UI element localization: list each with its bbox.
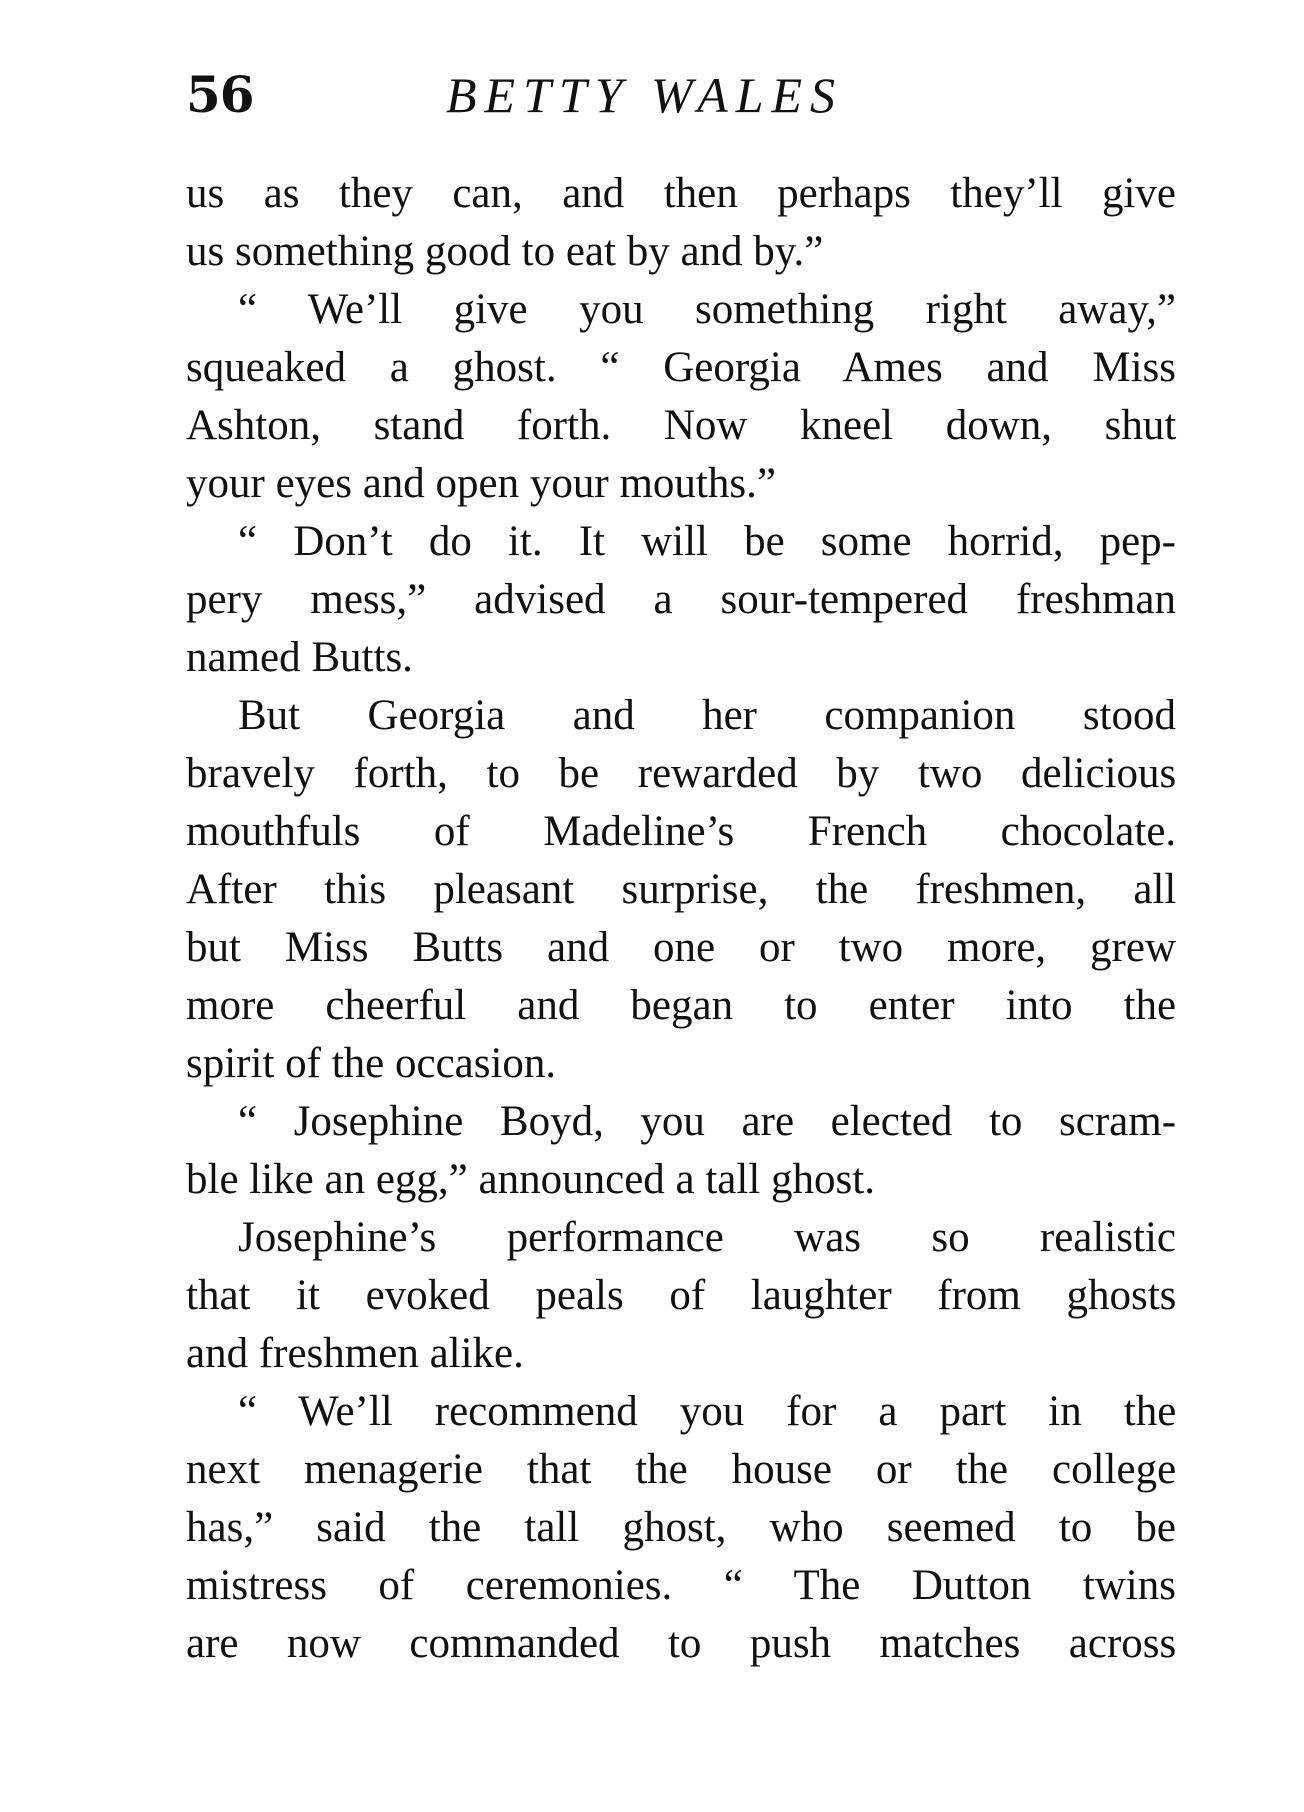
text-line: named Butts.: [186, 634, 413, 681]
text-line: us something good to eat by and by.”: [186, 228, 824, 275]
text-line: more cheerful and began to enter into the: [186, 982, 1177, 1029]
text-line: “ We’ll give you something right away,”: [238, 286, 1176, 333]
page-body-text: [186, 165, 1176, 1673]
text-line: Josephine’s performance was so realistic: [238, 1214, 1176, 1261]
text-line: ble like an egg,” announced a tall ghost.: [186, 1156, 875, 1203]
text-line: pery mess,” advised a sour-tempered freshman: [186, 576, 1176, 623]
text-line: mouthfuls of Madeline’s French chocolate.: [186, 808, 1177, 855]
text-line: that it evoked peals of laughter from ghosts: [186, 1272, 1177, 1319]
text-line: your eyes and open your mouths.”: [186, 460, 776, 507]
text-line: But Georgia and her companion stood: [238, 692, 1176, 739]
text-line: and freshmen alike.: [186, 1330, 524, 1377]
text-line: spirit of the occasion.: [186, 1040, 557, 1087]
text-line: next menagerie that the house or the college: [186, 1446, 1177, 1493]
text-line: “ Josephine Boyd, you are elected to scram-: [238, 1098, 1177, 1145]
page-number: 56: [186, 65, 254, 124]
page-header: [186, 60, 1176, 130]
text-line: has,” said the tall ghost, who seemed to be: [186, 1504, 1176, 1551]
text-line: “ We’ll recommend you for a part in the: [238, 1388, 1177, 1435]
text-line: Ashton, stand forth. Now kneel down, shut: [186, 402, 1177, 449]
running-title: BETTY WALES: [446, 67, 844, 123]
text-line: bravely forth, to be rewarded by two delicious: [186, 750, 1177, 797]
text-line: squeaked a ghost. “ Georgia Ames and Miss: [186, 344, 1176, 391]
text-line: are now commanded to push matches across: [186, 1620, 1177, 1667]
text-line: “ Don’t do it. It will be some horrid, pep-: [238, 518, 1176, 565]
text-line: mistress of ceremonies. “ The Dutton twins: [186, 1562, 1176, 1609]
text-line: us as they can, and then perhaps they’ll give: [186, 170, 1176, 217]
text-line: but Miss Butts and one or two more, grew: [186, 924, 1176, 971]
text-line: After this pleasant surprise, the freshmen, all: [186, 866, 1177, 913]
